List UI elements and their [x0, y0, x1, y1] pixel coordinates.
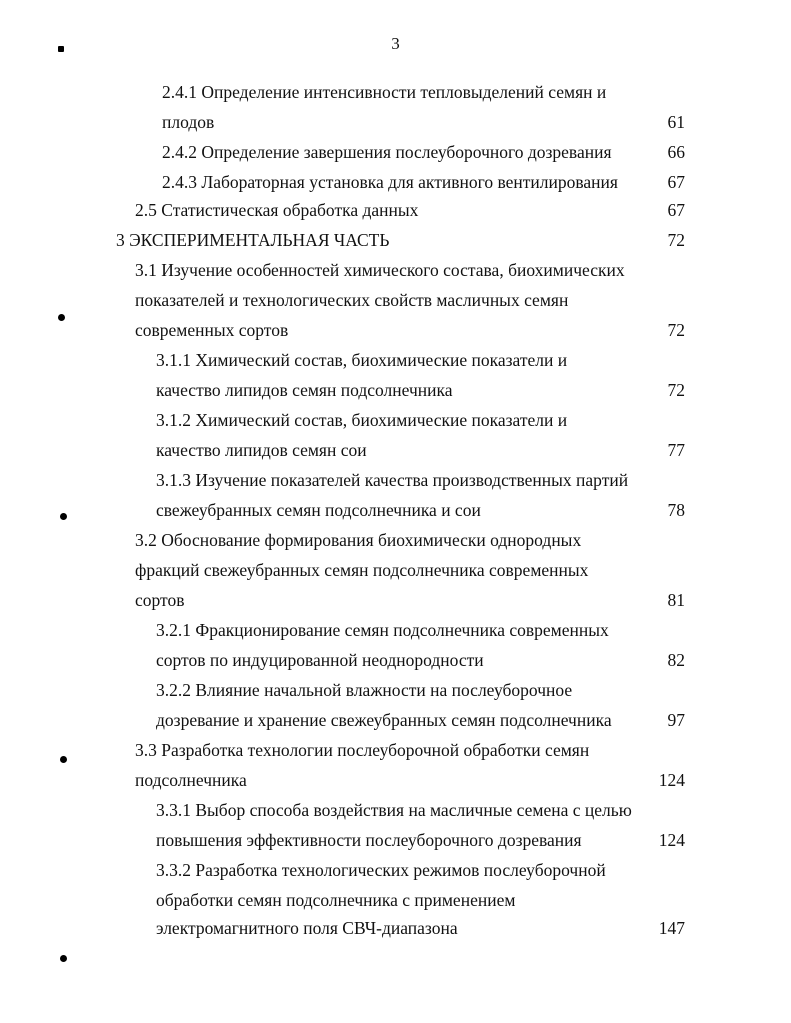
- toc-entry-text: повышения эффективности послеуборочного дозревания: [156, 830, 582, 850]
- toc-entry-page: 67: [667, 172, 685, 192]
- binding-hole-mark: [60, 955, 67, 962]
- page-number: 3: [391, 34, 400, 53]
- toc-entry-text: 2.4.1 Определение интенсивности тепловыделений семян и: [162, 82, 607, 102]
- toc-entry-text: 2.4.3 Лабораторная установка для активного вентилирования: [162, 172, 618, 192]
- toc-entry-text: сортов: [135, 590, 185, 610]
- toc-entry-text: 2.4.2 Определение завершения послеуборочного дозревания: [162, 142, 612, 162]
- toc-entry-text: 3.3 Разработка технологии послеуборочной обработки семян: [135, 740, 590, 760]
- toc-entry-text: 3.3.1 Выбор способа воздействия на масличные семена с целью: [156, 800, 632, 820]
- toc-entry-text: сортов по индуцированной неоднородности: [156, 650, 484, 670]
- toc-entry-text: качество липидов семян подсолнечника: [156, 380, 453, 400]
- toc-entry-text: 3 ЭКСПЕРИМЕНТАЛЬНАЯ ЧАСТЬ: [116, 230, 390, 250]
- toc-entry-text: свежеубранных семян подсолнечника и сои: [156, 500, 481, 520]
- toc-entry-text: 3.2.2 Влияние начальной влажности на послеуборочное: [156, 680, 573, 700]
- toc-entry-page: 124: [658, 830, 685, 850]
- toc-entry-text: дозревание и хранение свежеубранных семян подсолнечника: [156, 710, 612, 730]
- toc-entry-page: 72: [667, 380, 685, 400]
- toc-entry-page: 72: [667, 230, 685, 250]
- toc-entry-page: 77: [667, 440, 685, 460]
- toc-entry-page: 67: [667, 200, 685, 220]
- binding-hole-mark: [60, 513, 67, 520]
- toc-entry-text: 3.1.3 Изучение показателей качества производственных партий: [156, 470, 629, 490]
- toc-entry-text: 2.5 Статистическая обработка данных: [135, 200, 419, 220]
- toc-entry-page: 81: [667, 590, 685, 610]
- binding-hole-mark: [60, 756, 67, 763]
- toc-entry-text: 3.1.2 Химический состав, биохимические показатели и: [156, 410, 568, 430]
- toc-entry-text: 3.3.2 Разработка технологических режимов послеуборочной: [156, 860, 606, 880]
- toc-entry-page: 72: [667, 320, 685, 340]
- toc-entry-text: 3.1 Изучение особенностей химического состава, биохимических: [135, 260, 625, 280]
- toc-entry-page: 124: [658, 770, 685, 790]
- toc-entry-text: 3.1.1 Химический состав, биохимические показатели и: [156, 350, 568, 370]
- toc-entry-page: 97: [667, 710, 685, 730]
- binding-hole-mark: [58, 46, 64, 52]
- toc-entry-text: электромагнитного поля СВЧ-диапазона: [156, 918, 458, 938]
- toc-entry-text: современных сортов: [135, 320, 289, 340]
- toc-entry-text: 3.2 Обоснование формирования биохимически однородных: [135, 530, 582, 550]
- toc-entry-page: 78: [667, 500, 685, 520]
- toc-entry-text: 3.2.1 Фракционирование семян подсолнечника современных: [156, 620, 609, 640]
- toc-entry-text: плодов: [162, 112, 215, 132]
- toc-entry-page: 61: [667, 112, 685, 132]
- toc-entry-text: качество липидов семян сои: [156, 440, 367, 460]
- toc-entry-page: 147: [658, 918, 685, 938]
- toc-entry-page: 82: [667, 650, 685, 670]
- toc-entry-text: фракций свежеубранных семян подсолнечника современных: [135, 560, 589, 580]
- toc-entry-text: обработки семян подсолнечника с применением: [156, 890, 516, 910]
- toc-entry-page: 66: [667, 142, 685, 162]
- binding-hole-mark: [58, 314, 65, 321]
- toc-entry-text: показателей и технологических свойств масличных семян: [135, 290, 569, 310]
- toc-entry-text: подсолнечника: [135, 770, 247, 790]
